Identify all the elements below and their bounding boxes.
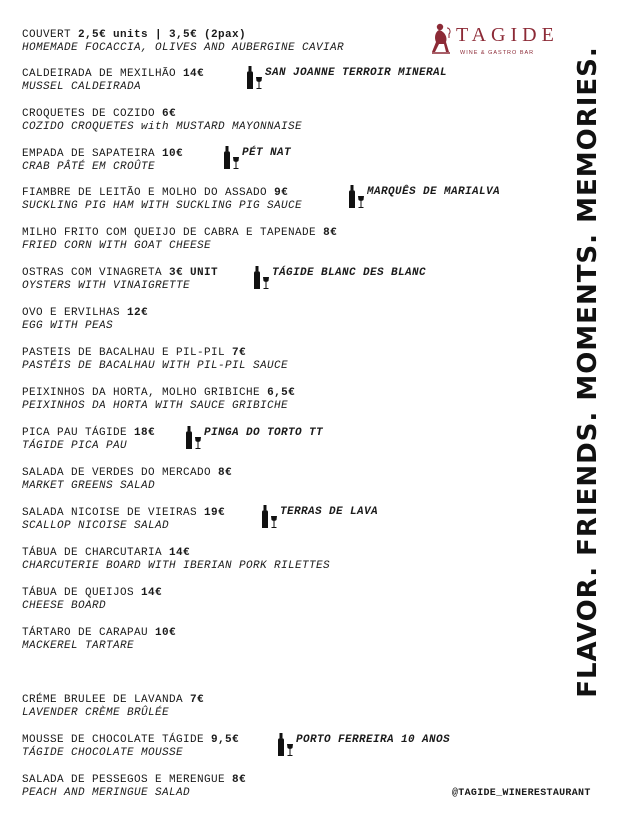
dessert-name: CRÉME BRULEE DE LAVANDA (22, 694, 184, 706)
menu-item-fiambre (22, 187, 302, 213)
dessert-mousse (22, 734, 239, 760)
wine-name: PÉT NAT (242, 147, 292, 159)
menu-item-salada-verdes (22, 467, 232, 493)
dessert-name: SALADA DE PESSEGOS E MERENGUE (22, 774, 226, 786)
dish-translation: SUCKLING PIG HAM WITH SUCKLING PIG SAUCE (22, 200, 303, 212)
brand-tagline: WINE & GASTRO BAR (460, 50, 535, 56)
menu-item-queijos (22, 587, 162, 613)
dish-translation: FRIED CORN WITH GOAT CHEESE (22, 240, 212, 252)
menu-item-salada-nicoise (22, 507, 225, 533)
dish-name: PASTEIS DE BACALHAU E PIL-PIL (22, 347, 226, 359)
dish-price: 7€ (232, 347, 247, 359)
menu-item-couvert (22, 29, 344, 55)
dish-price: 14€ (169, 547, 191, 559)
brand-name: TAGIDE (456, 24, 559, 46)
dish-translation: PASTÉIS DE BACALHAU WITH PIL-PIL SAUCE (22, 360, 289, 372)
wine-name: MARQUÊS DE MARIALVA (367, 186, 501, 198)
dish-name: EMPADA DE SAPATEIRA (22, 148, 156, 160)
dish-translation: SCALLOP NICOISE SALAD (22, 520, 170, 532)
dish-price: 18€ (134, 427, 156, 439)
wine-bottle-glass-icon (185, 426, 203, 450)
dish-name: FIAMBRE DE LEITÃO E MOLHO DO ASSADO (22, 187, 268, 199)
dish-translation: CHEESE BOARD (22, 600, 107, 612)
menu-item-croquetes (22, 108, 302, 134)
dish-translation: HOMEMADE FOCACCIA, OLIVES AND AUBERGINE CAVIAR (22, 42, 345, 54)
dish-translation: MACKEREL TARTARE (22, 640, 135, 652)
dessert-translation: LAVENDER CRÈME BRÛLÉE (22, 707, 170, 719)
menu-item-milho-frito (22, 227, 337, 253)
dessert-translation: TÁGIDE CHOCOLATE MOUSSE (22, 747, 184, 759)
menu-item-empada (22, 148, 183, 174)
menu-item-pica-pau (22, 427, 155, 453)
dish-translation: EGG WITH PEAS (22, 320, 114, 332)
dessert-creme-brulee (22, 694, 204, 720)
dish-name: SALADA NICOISE DE VIEIRAS (22, 507, 198, 519)
dish-name: CALDEIRADA DE MEXILHÃO (22, 68, 177, 80)
instagram-handle: @TAGIDE_WINERESTAURANT (452, 788, 591, 799)
wine-bottle-glass-icon (223, 146, 241, 170)
dish-name: SALADA DE VERDES DO MERCADO (22, 467, 212, 479)
dish-name: PEIXINHOS DA HORTA, MOLHO GRIBICHE (22, 387, 261, 399)
menu-item-pasteis (22, 347, 288, 373)
dish-name: OVO E ERVILHAS (22, 307, 121, 319)
tagide-logo (428, 22, 559, 62)
dish-translation: MUSSEL CALDEIRADA (22, 81, 142, 93)
dessert-price: 8€ (232, 774, 247, 786)
dessert-price: 9,5€ (211, 734, 240, 746)
dish-translation: OYSTERS WITH VINAIGRETTE (22, 280, 191, 292)
wine-name: TERRAS DE LAVA (280, 506, 379, 518)
dish-name: TÁRTARO DE CARAPAU (22, 627, 149, 639)
dish-price: 2,5€ units | 3,5€ (2pax) (78, 29, 247, 41)
menu-item-charcutaria (22, 547, 330, 573)
dish-translation: COZIDO CROQUETES with MUSTARD MAYONNAISE (22, 121, 303, 133)
dish-translation: CHARCUTERIE BOARD WITH IBERIAN PORK RILETTES (22, 560, 331, 572)
dish-name: COUVERT (22, 29, 72, 41)
dish-price: 19€ (204, 507, 226, 519)
dish-price: 6,5€ (267, 387, 296, 399)
seated-figure-icon (428, 22, 454, 58)
wine-name: TÁGIDE BLANC DES BLANC (272, 267, 427, 279)
slogan: FLAVOR. FRIENDS. MOMENTS. MEMORIES. (573, 46, 603, 698)
dessert-translation: PEACH AND MERINGUE SALAD (22, 787, 191, 799)
wine-bottle-glass-icon (261, 505, 279, 529)
menu-item-tartaro (22, 627, 176, 653)
dish-price: 14€ (141, 587, 163, 599)
dish-price: 12€ (127, 307, 149, 319)
dish-price: 8€ (323, 227, 338, 239)
dish-name: OSTRAS COM VINAGRETA (22, 267, 163, 279)
menu-item-peixinhos (22, 387, 295, 413)
dish-price: 6€ (162, 108, 177, 120)
dish-translation: MARKET GREENS SALAD (22, 480, 156, 492)
dessert-name: MOUSSE DE CHOCOLATE TÁGIDE (22, 734, 205, 746)
menu-item-ostras (22, 267, 218, 293)
dish-price: 10€ (162, 148, 184, 160)
dessert-salada-pessegos (22, 774, 246, 800)
dish-translation: TÁGIDE PICA PAU (22, 440, 128, 452)
dish-price: 9€ (274, 187, 289, 199)
dish-price: 14€ (183, 68, 205, 80)
wine-name: PORTO FERREIRA 10 ANOS (296, 734, 451, 746)
wine-bottle-glass-icon (348, 185, 366, 209)
wine-bottle-glass-icon (246, 66, 264, 90)
dessert-price: 7€ (190, 694, 205, 706)
menu-item-caldeirada (22, 68, 204, 94)
dish-translation: CRAB PÂTÉ EM CROÛTE (22, 161, 156, 173)
wine-name: PINGA DO TORTO TT (204, 427, 324, 439)
wine-name: SAN JOANNE TERROIR MINERAL (265, 67, 448, 79)
dish-translation: PEIXINHOS DA HORTA WITH SAUCE GRIBICHE (22, 400, 289, 412)
menu-item-ovo (22, 307, 148, 333)
dish-name: TÁBUA DE QUEIJOS (22, 587, 135, 599)
wine-bottle-glass-icon (277, 733, 295, 757)
dish-name: CROQUETES DE COZIDO (22, 108, 156, 120)
dish-price: 8€ (218, 467, 233, 479)
dish-name: TÁBUA DE CHARCUTARIA (22, 547, 163, 559)
dish-price: 10€ (155, 627, 177, 639)
dish-price: 3€ UNIT (169, 267, 219, 279)
dish-name: PICA PAU TÁGIDE (22, 427, 128, 439)
wine-bottle-glass-icon (253, 266, 271, 290)
dish-name: MILHO FRITO COM QUEIJO DE CABRA E TAPENADE (22, 227, 317, 239)
